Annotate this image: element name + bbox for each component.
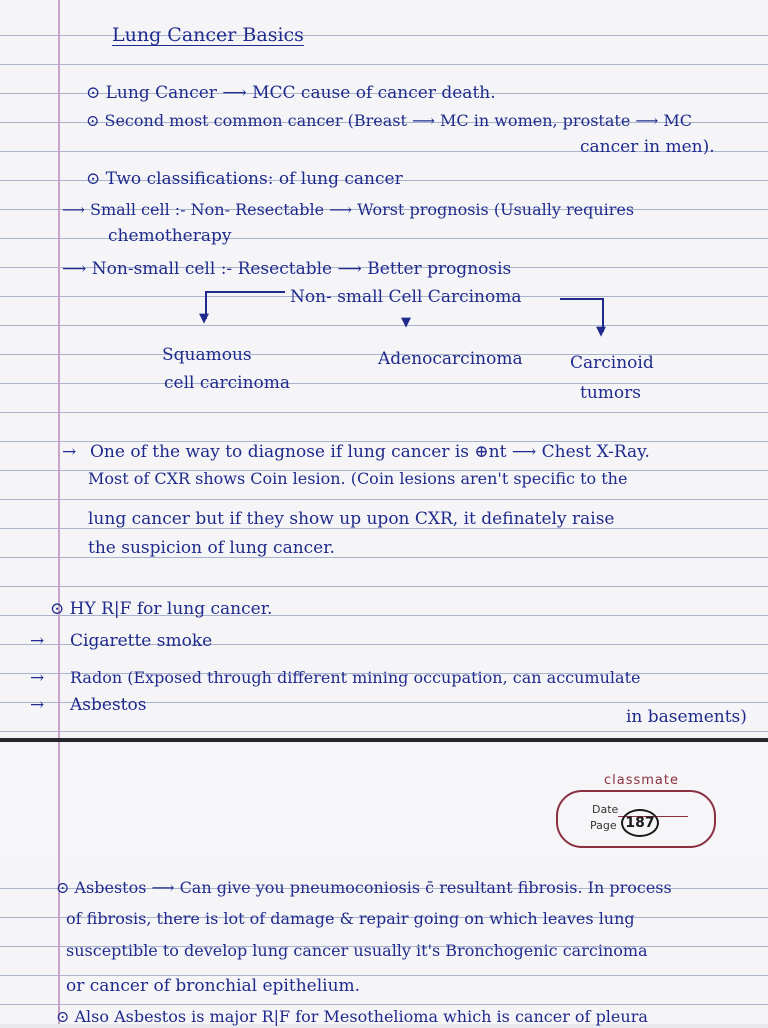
note-line: ⊙ Second most common cancer (Breast ⟶ MC in women, prostate ⟶ MC: [86, 111, 693, 130]
arrow-down-icon: ▼: [596, 324, 606, 339]
arrow-icon: →: [30, 695, 45, 715]
diagram-branch-3: tumors: [580, 383, 641, 403]
note-line: ⊙ Also Asbestos is major R|F for Mesothelioma which is cancer of pleura: [56, 1007, 648, 1026]
note-line: or cancer of bronchial epithelium.: [66, 976, 361, 996]
note-line: ⊙ Lung Cancer ⟶ MCC cause of cancer death.: [86, 83, 496, 103]
diagram-connector: [205, 291, 285, 293]
page-label: Page: [590, 819, 617, 832]
note-line: ⟶ Small cell :- Non- Resectable ⟶ Worst prognosis (Usually requires: [62, 200, 635, 219]
note-line: lung cancer but if they show up upon CXR, it definately raise: [88, 509, 615, 529]
notebook-brand-logo: classmate: [604, 773, 679, 788]
diagram-branch-1: Squamous: [162, 345, 252, 365]
note-line: Asbestos: [70, 695, 147, 715]
margin-line: [58, 0, 60, 738]
note-line: ⟶ Non-small cell :- Resectable ⟶ Better prognosis: [62, 259, 512, 279]
note-line: the suspicion of lung cancer.: [88, 538, 335, 558]
note-line: susceptible to develop lung cancer usually it's Bronchogenic carcinoma: [66, 941, 648, 960]
arrow-down-icon: ▼: [401, 315, 411, 330]
note-line: in basements): [626, 707, 747, 727]
date-label: Date: [592, 803, 619, 816]
arrow-icon: →: [62, 442, 77, 462]
note-line: of fibrosis, there is lot of damage & repair going on which leaves lung: [66, 909, 635, 928]
diagram-branch-2: Adenocarcinoma: [378, 349, 523, 369]
page-title: Lung Cancer Basics: [112, 24, 304, 46]
note-line: Radon (Exposed through different mining occupation, can accumulate: [70, 668, 641, 687]
diagram-root: Non- small Cell Carcinoma: [290, 287, 522, 307]
note-line: Cigarette smoke: [70, 631, 213, 651]
page-number: 187: [621, 809, 659, 837]
note-line: ⊙ HY R|F for lung cancer.: [50, 599, 273, 619]
arrow-down-icon: ▼: [199, 311, 209, 326]
note-line: cancer in men).: [580, 137, 715, 157]
diagram-branch-3: Carcinoid: [570, 353, 654, 373]
arrow-icon: →: [30, 668, 45, 688]
arrow-icon: →: [30, 631, 45, 651]
note-line: One of the way to diagnose if lung cancer is ⊕nt ⟶ Chest X-Ray.: [90, 442, 650, 462]
note-line: chemotherapy: [108, 226, 232, 246]
note-line: Most of CXR shows Coin lesion. (Coin lesions aren't specific to the: [88, 469, 628, 488]
diagram-branch-1: cell carcinoma: [164, 373, 291, 393]
diagram-connector: [560, 298, 602, 300]
note-line: ⊙ Asbestos ⟶ Can give you pneumoconiosis c̄ resultant fibrosis. In process: [56, 878, 672, 897]
note-line: ⊙ Two classifications: of lung cancer: [86, 169, 403, 189]
